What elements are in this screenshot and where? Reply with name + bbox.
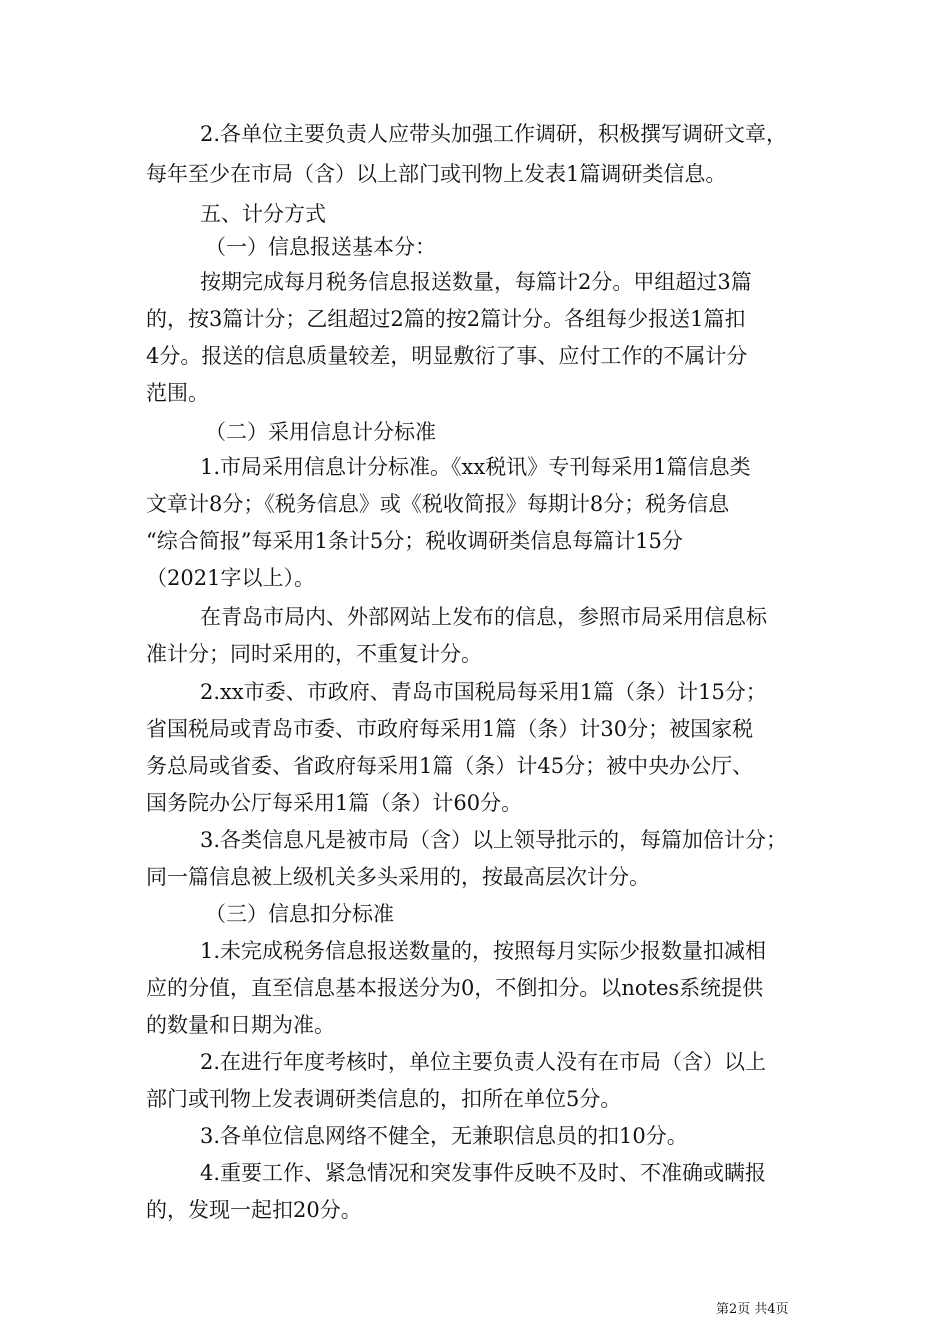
paragraph-line: 3.各单位信息网络不健全，无兼职信息员的扣10分。 xyxy=(200,1124,688,1148)
paragraph-line: 范围。 xyxy=(146,381,209,405)
paragraph-line: 3.各类信息凡是被市局（含）以上领导批示的，每篇加倍计分； xyxy=(200,828,788,852)
paragraph-line: 部门或刊物上发表调研类信息的，扣所在单位5分。 xyxy=(146,1087,622,1111)
paragraph-line: 2.在进行年度考核时，单位主要负责人没有在市局（含）以上 xyxy=(200,1050,767,1074)
paragraph-line: 1.未完成税务信息报送数量的，按照每月实际少报数量扣减相 xyxy=(200,939,767,963)
paragraph-line: 在青岛市局内、外部网站上发布的信息，参照市局采用信息标 xyxy=(200,605,767,629)
paragraph-line: 务总局或省委、省政府每采用1篇（条）计45分；被中央办公厅、 xyxy=(146,754,754,778)
page-number: 第2页 共4页 xyxy=(716,1302,789,1317)
subsection-heading: （一）信息报送基本分： xyxy=(205,235,436,259)
paragraph-line: 国务院办公厅每采用1篇（条）计60分。 xyxy=(146,791,523,815)
paragraph-line: 2.xx市委、市政府、青岛市国税局每采用1篇（条）计15分； xyxy=(200,680,767,704)
paragraph-line: （2021字以上）。 xyxy=(146,566,315,590)
paragraph-line: 每年至少在市局（含）以上部门或刊物上发表1篇调研类信息。 xyxy=(146,162,727,186)
paragraph-line: 准计分；同时采用的，不重复计分。 xyxy=(146,642,482,666)
paragraph-line: 按期完成每月税务信息报送数量，每篇计2分。甲组超过3篇 xyxy=(200,270,752,294)
paragraph-line: 1.市局采用信息计分标准。《xx税讯》专刊每采用1篇信息类 xyxy=(200,455,751,479)
paragraph-line: 4分。报送的信息质量较差，明显敷衍了事、应付工作的不属计分 xyxy=(146,344,748,368)
paragraph-line: “综合简报”每采用1条计5分；税收调研类信息每篇计15分 xyxy=(146,529,683,553)
section-heading: 五、计分方式 xyxy=(200,202,326,226)
paragraph-line: 同一篇信息被上级机关多头采用的，按最高层次计分。 xyxy=(146,865,650,889)
paragraph-line: 应的分值，直至信息基本报送分为0，不倒扣分。以notes系统提供 xyxy=(146,976,764,1000)
paragraph-line: 2.各单位主要负责人应带头加强工作调研，积极撰写调研文章， xyxy=(200,122,788,146)
paragraph-line: 的，按3篇计分；乙组超过2篇的按2篇计分。各组每少报送1篇扣 xyxy=(146,307,746,331)
subsection-heading: （二）采用信息计分标准 xyxy=(205,420,436,444)
paragraph-line: 文章计8分；《税务信息》或《税收简报》每期计8分；税务信息 xyxy=(146,492,730,516)
paragraph-line: 的数量和日期为准。 xyxy=(146,1013,335,1037)
paragraph-line: 4.重要工作、紧急情况和突发事件反映不及时、不准确或瞒报 xyxy=(200,1161,767,1185)
subsection-heading: （三）信息扣分标准 xyxy=(205,902,394,926)
paragraph-line: 省国税局或青岛市委、市政府每采用1篇（条）计30分；被国家税 xyxy=(146,717,754,741)
paragraph-line: 的，发现一起扣20分。 xyxy=(146,1198,362,1222)
